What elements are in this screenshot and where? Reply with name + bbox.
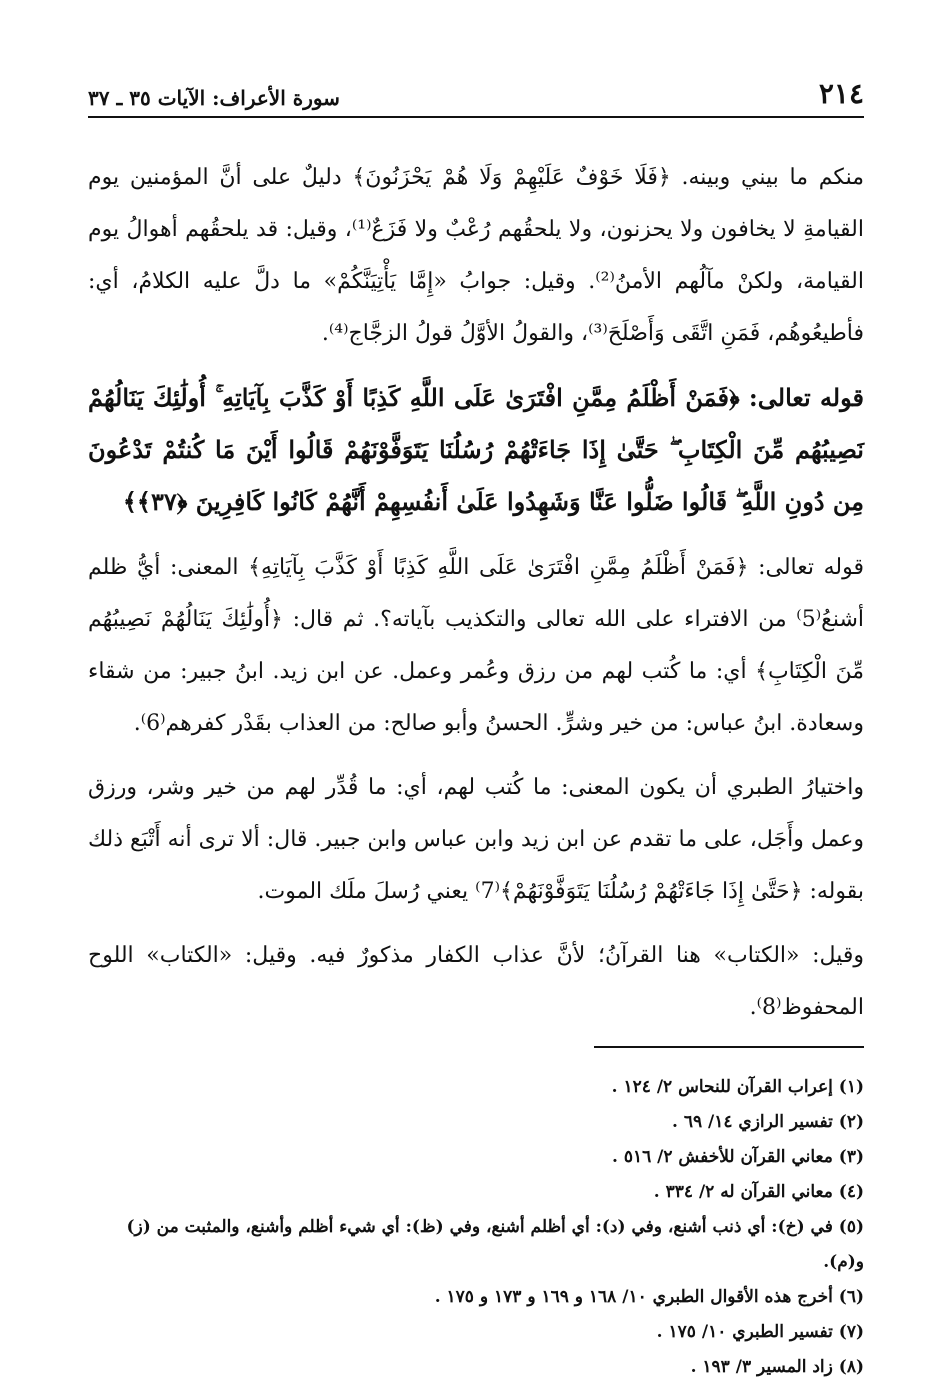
paragraph: قوله تعالى: ﴿فَمَنْ أَظْلَمُ مِمَّنِ افْتَرَىٰ عَلَى اللَّهِ كَذِبًا أَوْ كَذَّبَ بِآيَاتِهِ﴾ المعنى: أيُّ ظلم أشنعُ⁽5⁾ من الافتراء على الله تعالى والتكذيب بآياته؟. ثم قال: ﴿أُولَٰئِكَ يَنَالُهُمْ نَصِيبُهُم مِّنَ الْكِتَابِ﴾ أي: ما كُتب لهم من رزق وعُمر وعمل. عن ابن زيد. ابنُ جبير: من شقاء وسعادة. ابنُ عباس: من خير وشرٍّ. الحسنُ وأبو صالح: من العذاب بقَدْر كفرهم⁽6⁾. [88,555,864,736]
paragraph: واختيارُ الطبري أن يكون المعنى: ما كُتب لهم، أي: ما قُدِّر لهم من خير وشر، ورزق وعمل وأَجَل، على ما تقدم عن ابن زيد وابن عباس وابن جبير. قال: ألا ترى أنه أَتْبَع ذلك بقوله: ﴿حَتَّىٰ إِذَا جَاءَتْهُمْ رُسُلُنَا يَتَوَفَّوْنَهُمْ﴾⁽7⁾ يعني رُسلَ ملَك الموت. [88,775,864,904]
footnote-divider [594,1046,864,1048]
verse-block [88,372,864,528]
paragraph: وقيل: «الكتاب» هنا القرآنُ؛ لأنَّ عذاب الكفار مذكورٌ فيه. وقيل: «الكتاب» اللوح المحفوظ⁽8⁾. [88,943,864,1020]
main-text [88,152,864,1034]
footnote: (٤) معاني القرآن له ٢/ ٣٣٤ . [653,1182,864,1202]
footnote: (٥) في (خ): أي ذنب أشنع، وفي (د): أي أظلم أشنع، وفي (ظ): أي شيء أظلم وأشنع، والمثبت من (ز) و(م). [126,1217,864,1272]
footnote: (٢) تفسير الرازي ١٤/ ٦٩ . [671,1112,864,1132]
footnote: (١) إعراب القرآن للنحاس ٢/ ١٢٤ . [611,1077,864,1097]
verse-lead: قوله تعالى: [748,383,864,412]
footnote: (٨) زاد المسير ٣/ ١٩٣ . [690,1357,864,1377]
paragraph: منكم ما بيني وبينه. ﴿فَلَا خَوْفٌ عَلَيْهِمْ وَلَا هُمْ يَحْزَنُونَ﴾ دليلٌ على أنَّ المؤمنين يوم القيامةِ لا يخافون ولا يحزنون، ولا يلحقُهم رُعْبٌ ولا فَزَعٌ⁽¹⁾، وقيل: قد يلحقُهم أهوالُ يوم القيامة، ولكنْ مآلُهم الأمنُ⁽²⁾. وقيل: جوابُ «إِمَّا يَأْتِيَنَّكُمْ» ما دلَّ عليه الكلامُ، أي: فأطيعُوهُم، فَمَنِ اتَّقَى وَأَصْلَحَ⁽³⁾، والقولُ الأوَّلُ قولُ الزجَّاج⁽⁴⁾. [88,165,864,346]
footnotes [88,1070,864,1385]
verse-text: ﴿فَمَنْ أَظْلَمُ مِمَّنِ افْتَرَىٰ عَلَى اللَّهِ كَذِبًا أَوْ كَذَّبَ بِآيَاتِهِ ۚ أُولَٰئِكَ يَنَالُهُمْ نَصِيبُهُم مِّنَ الْكِتَابِ ۖ حَتَّىٰ إِذَا جَاءَتْهُمْ رُسُلُنَا يَتَوَفَّوْنَهُمْ قَالُوا أَيْنَ مَا كُنتُمْ تَدْعُونَ مِن دُونِ اللَّهِ ۖ قَالُوا ضَلُّوا عَنَّا وَشَهِدُوا عَلَىٰ أَنفُسِهِمْ أَنَّهُمْ كَانُوا كَافِرِينَ ﴿٣٧﴾﴾ [88,383,864,516]
page-number: ٢١٤ [818,77,864,110]
running-title: سورة الأعراف: الآيات ٣٥ ـ ٣٧ [88,86,340,110]
footnote: (٧) تفسير الطبري ١٠/ ١٧٥ . [656,1322,864,1342]
page-header [88,70,864,118]
footnote: (٣) معاني القرآن للأخفش ٢/ ٥١٦ . [611,1147,864,1167]
footnote: (٦) أخرج هذه الأقوال الطبري ١٠/ ١٦٨ و ١٦٩ و ١٧٣ و ١٧٥ . [434,1287,864,1307]
